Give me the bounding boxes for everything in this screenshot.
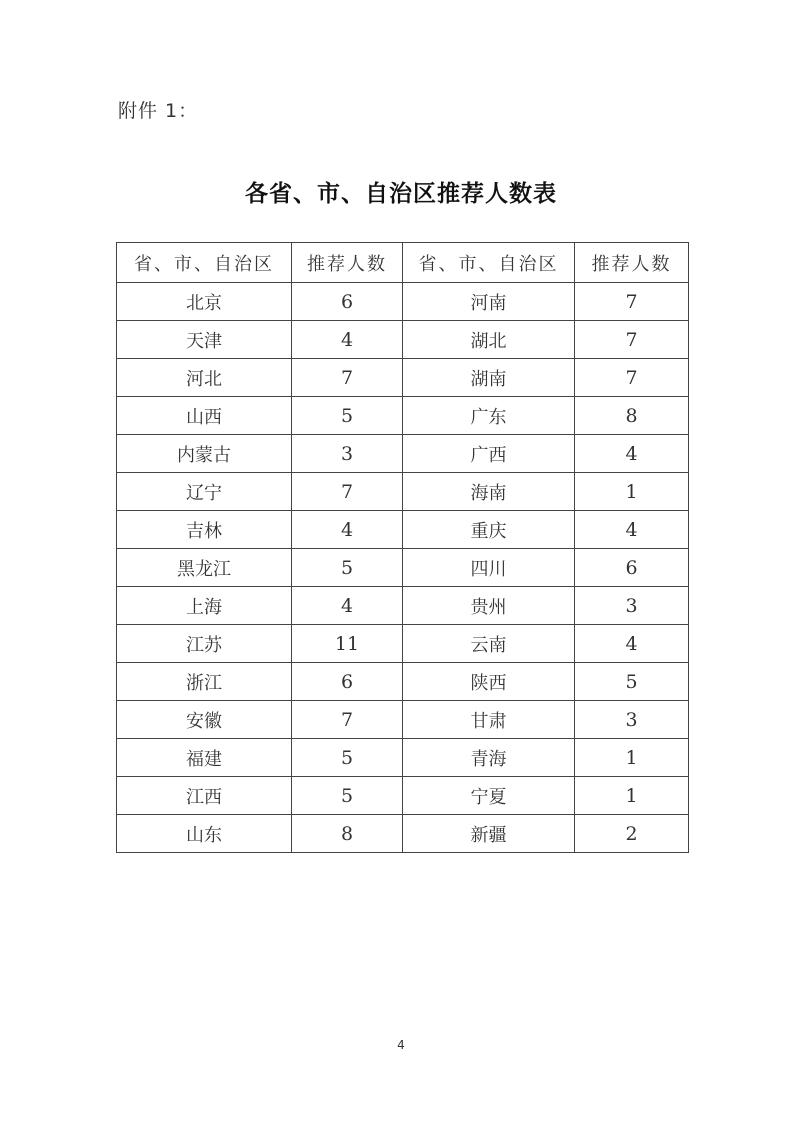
table-row xyxy=(117,815,689,853)
count-cell: 2 xyxy=(575,815,689,853)
table-header-row xyxy=(117,243,689,283)
region-cell: 黑龙江 xyxy=(117,549,292,587)
table-row xyxy=(117,777,689,815)
region-cell: 山东 xyxy=(117,815,292,853)
region-cell: 海南 xyxy=(403,473,575,511)
region-cell: 吉林 xyxy=(117,511,292,549)
count-cell: 5 xyxy=(292,397,403,435)
region-cell: 福建 xyxy=(117,739,292,777)
table-row xyxy=(117,663,689,701)
attachment-label: 附件 1： xyxy=(118,100,199,122)
region-cell: 青海 xyxy=(403,739,575,777)
region-cell: 宁夏 xyxy=(403,777,575,815)
region-cell: 北京 xyxy=(117,283,292,321)
region-cell: 安徽 xyxy=(117,701,292,739)
count-cell: 4 xyxy=(292,321,403,359)
region-cell: 河南 xyxy=(403,283,575,321)
region-cell: 内蒙古 xyxy=(117,435,292,473)
count-cell: 3 xyxy=(575,587,689,625)
region-cell: 新疆 xyxy=(403,815,575,853)
table-row xyxy=(117,283,689,321)
count-cell: 5 xyxy=(575,663,689,701)
region-cell: 广东 xyxy=(403,397,575,435)
header-count-right: 推荐人数 xyxy=(575,243,689,283)
region-cell: 山西 xyxy=(117,397,292,435)
document-title: 各省、市、自治区推荐人数表 xyxy=(245,181,557,207)
count-cell: 5 xyxy=(292,549,403,587)
count-cell: 4 xyxy=(575,435,689,473)
count-cell: 6 xyxy=(575,549,689,587)
count-cell: 8 xyxy=(575,397,689,435)
count-cell: 7 xyxy=(575,359,689,397)
count-cell: 4 xyxy=(575,625,689,663)
count-cell: 7 xyxy=(292,359,403,397)
count-cell: 5 xyxy=(292,777,403,815)
region-cell: 重庆 xyxy=(403,511,575,549)
count-cell: 7 xyxy=(292,701,403,739)
count-cell: 3 xyxy=(575,701,689,739)
region-cell: 湖南 xyxy=(403,359,575,397)
table-row xyxy=(117,473,689,511)
count-cell: 8 xyxy=(292,815,403,853)
table-row xyxy=(117,435,689,473)
count-cell: 4 xyxy=(292,511,403,549)
count-cell: 5 xyxy=(292,739,403,777)
region-cell: 广西 xyxy=(403,435,575,473)
region-cell: 贵州 xyxy=(403,587,575,625)
table-row xyxy=(117,397,689,435)
count-cell: 1 xyxy=(575,473,689,511)
count-cell: 7 xyxy=(575,283,689,321)
region-cell: 江西 xyxy=(117,777,292,815)
count-cell: 1 xyxy=(575,739,689,777)
count-cell: 1 xyxy=(575,777,689,815)
region-cell: 天津 xyxy=(117,321,292,359)
count-cell: 3 xyxy=(292,435,403,473)
region-cell: 湖北 xyxy=(403,321,575,359)
region-cell: 陕西 xyxy=(403,663,575,701)
table-row xyxy=(117,587,689,625)
region-cell: 甘肃 xyxy=(403,701,575,739)
table-row xyxy=(117,739,689,777)
region-cell: 上海 xyxy=(117,587,292,625)
region-cell: 河北 xyxy=(117,359,292,397)
table-row xyxy=(117,549,689,587)
page-number: 4 xyxy=(397,1038,405,1052)
table-row xyxy=(117,701,689,739)
header-region-right: 省、市、自治区 xyxy=(403,243,575,283)
table-row xyxy=(117,359,689,397)
count-cell: 6 xyxy=(292,283,403,321)
table-row xyxy=(117,321,689,359)
header-region-left: 省、市、自治区 xyxy=(117,243,292,283)
count-cell: 4 xyxy=(292,587,403,625)
header-count-left: 推荐人数 xyxy=(292,243,403,283)
region-cell: 四川 xyxy=(403,549,575,587)
region-cell: 江苏 xyxy=(117,625,292,663)
count-cell: 4 xyxy=(575,511,689,549)
count-cell: 7 xyxy=(292,473,403,511)
region-cell: 浙江 xyxy=(117,663,292,701)
count-cell: 6 xyxy=(292,663,403,701)
table-row xyxy=(117,625,689,663)
table-row xyxy=(117,511,689,549)
region-cell: 辽宁 xyxy=(117,473,292,511)
recommendation-table xyxy=(116,242,689,853)
count-cell: 11 xyxy=(292,625,403,663)
count-cell: 7 xyxy=(575,321,689,359)
region-cell: 云南 xyxy=(403,625,575,663)
